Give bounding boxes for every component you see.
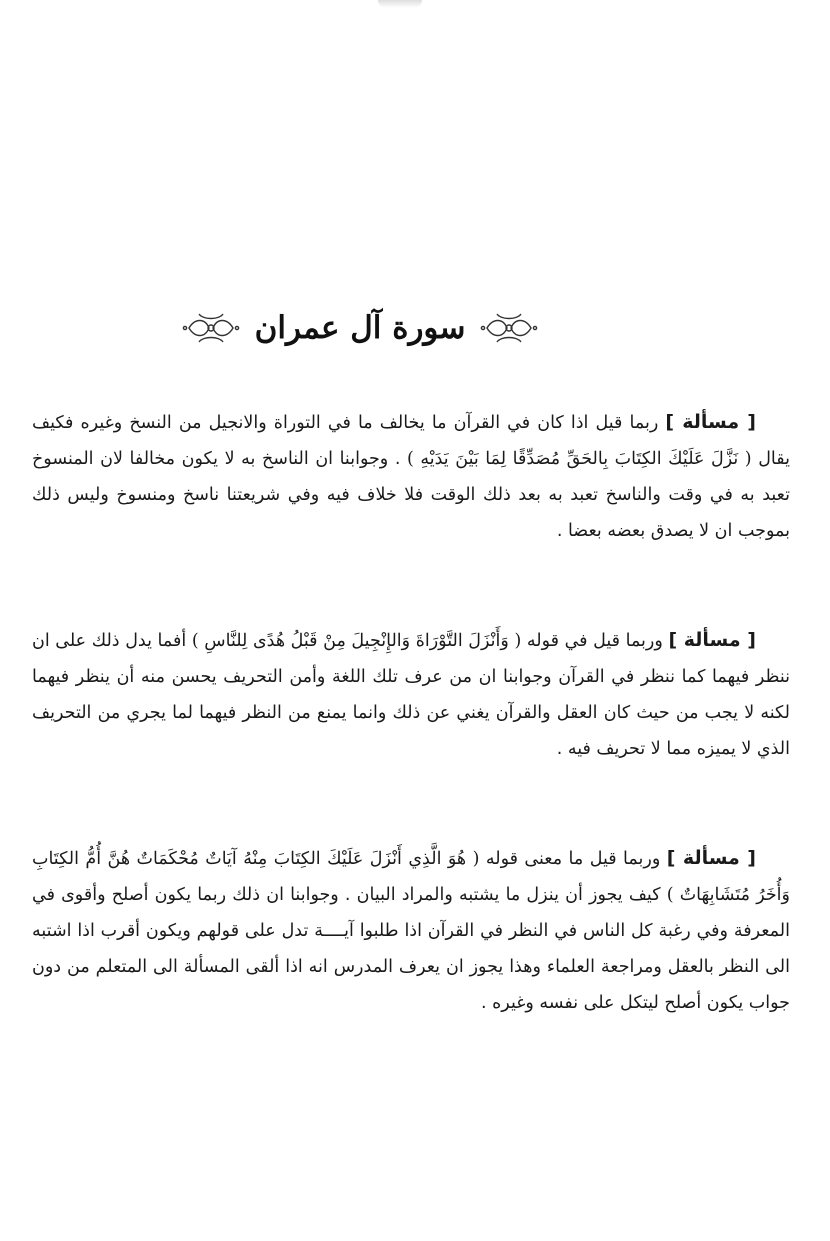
surah-title: سورة آل عمران (254, 310, 466, 346)
question-paragraph (32, 840, 790, 1021)
quran-verse: ( نَزَّلَ عَلَيْكَ الكِتَابَ بِالحَقِّ مُصَدِّقًا لِمَا بَيْنَ يَدَيْهِ ) (406, 449, 752, 469)
question-tag: [ مسألة ] (668, 629, 756, 651)
question-tag: [ مسألة ] (666, 847, 756, 869)
surah-heading (180, 296, 540, 360)
question-paragraph (32, 622, 790, 767)
question-lead: وربما قيل ما معنى قوله (479, 849, 667, 869)
answer-text: . وجوابنا ان الناسخ به لا يكون مخالفا لان المنسوخ تعبد به في وقت والناسخ تعبد به بعد ذلك الوقت فلا خلاف فيه وفي شريعتنا ناسخ ومنسوخ وليس ذلك بموجب ان لا يصدق بعضه بعضا . (32, 449, 790, 541)
ornament-left-icon (181, 310, 241, 346)
question-lead: وربما قيل في قوله (521, 631, 669, 651)
answer-text: كيف يجوز أن ينزل ما يشتبه والمراد البيان . وجوابنا ان ذلك ربما يكون أصلح وأقوى في المعرفة وفي رغبة كل الناس في النظر في القرآن اذا طلبوا آيــــة تدل على قولهم ويكون أقرب اذا اشتبه الى النظر بالعقل ومراجعة العلماء وهذا يجوز ان يعرف المدرس انه اذا ألقى المسألة الى المتعلم من دون جواب يكون أصلح ليتكل على نفسه وغيره . (32, 885, 790, 1013)
quran-verse: ( وَأَنْزَلَ التَّوْرَاةَ وَالإِنْجِيلَ مِنْ قَبْلُ هُدًى لِلنَّاسِ ) (191, 631, 522, 651)
quran-verse: ( هُوَ الَّذِي أَنْزَلَ عَلَيْكَ الكِتَابَ مِنْهُ آيَاتٌ مُحْكَمَاتٌ هُنَّ أُمُّ الكِتَابِ وَأُخَرُ مُتَشَابِهَاتٌ ) (32, 849, 790, 905)
ornament-right-icon (479, 310, 539, 346)
question-paragraph (32, 404, 790, 549)
scan-smudge (378, 0, 422, 8)
question-lead: ربما قيل اذا كان في القرآن ما يخالف ما في التوراة والانجيل من النسخ وغيره فكيف يقال (32, 413, 790, 469)
question-tag: [ مسألة ] (665, 411, 756, 433)
answer-text: أفما يدل ذلك على ان ننظر فيهما كما ننظر في القرآن وجوابنا ان من عرف تلك اللغة وأمن التحريف يحسن منه أن ينظر فيهما لكنه لا يجب من حيث كان العقل والقرآن يغني عن ذلك وانما يمنع من النظر فيهما لما يجري من التحريف الذي لا يميزه مما لا تحريف فيه . (32, 631, 790, 759)
